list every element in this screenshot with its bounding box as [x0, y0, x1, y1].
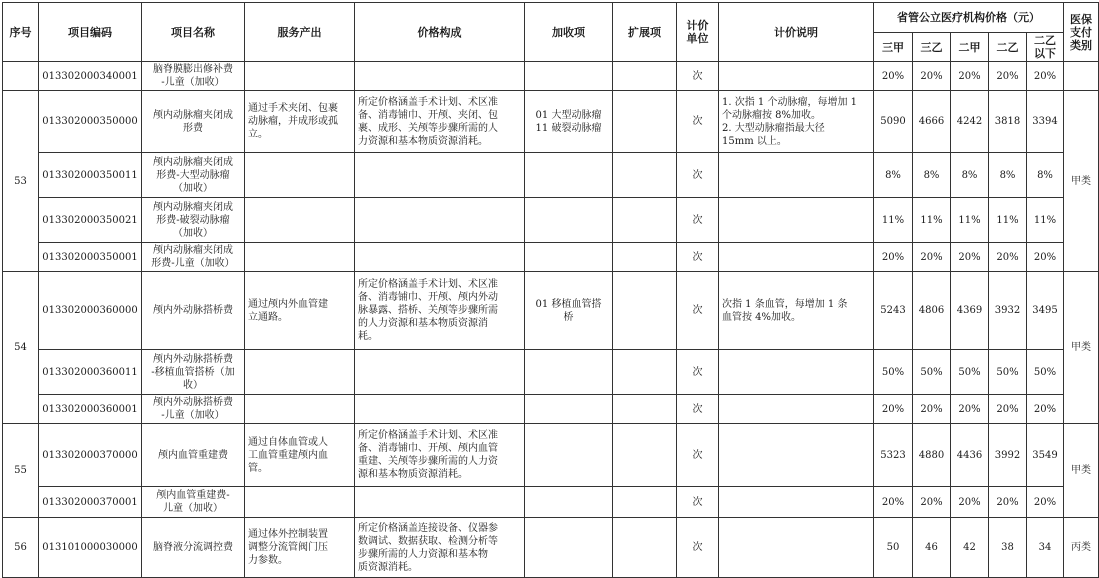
price-table [2, 2, 1099, 578]
item-code-cell: 013101000030000 [39, 518, 142, 578]
price-cell: 8% [874, 153, 913, 198]
price-cell: 20% [874, 395, 913, 424]
item-name-cell: 颅内动脉瘤夹闭成 形费 [142, 91, 245, 153]
extension-cell [613, 272, 677, 350]
insurance-cell: 丙类 [1064, 518, 1099, 578]
table-row [3, 395, 1099, 424]
header-name: 项目名称 [142, 3, 245, 62]
extension-cell [613, 243, 677, 272]
unit-cell: 次 [677, 395, 719, 424]
insurance-cell: 甲类 [1064, 424, 1099, 518]
price-cell: 50 [874, 518, 913, 578]
price-cell: 50% [951, 350, 989, 395]
extension-cell [613, 487, 677, 518]
description-cell [719, 395, 874, 424]
service-output-cell: 通过手术夹闭、包裹 动脉瘤，并成形或孤 立。 [245, 91, 355, 153]
price-cell: 3818 [989, 91, 1027, 153]
extension-cell [613, 395, 677, 424]
price-cell: 8% [913, 153, 951, 198]
price-cell: 3549 [1027, 424, 1064, 487]
item-name-cell: 颅内动脉瘤夹闭成 形费-儿童（加收） [142, 243, 245, 272]
unit-cell: 次 [677, 350, 719, 395]
price-cell: 4436 [951, 424, 989, 487]
price-cell: 50% [874, 350, 913, 395]
item-code-cell: 013302000370001 [39, 487, 142, 518]
description-cell [719, 62, 874, 91]
extension-cell [613, 153, 677, 198]
price-cell: 20% [951, 243, 989, 272]
price-cell: 20% [1027, 487, 1064, 518]
insurance-cell: 甲类 [1064, 91, 1099, 272]
price-cell: 3992 [989, 424, 1027, 487]
table-row [3, 350, 1099, 395]
price-cell: 11% [874, 198, 913, 243]
extension-cell [613, 198, 677, 243]
price-cell: 20% [951, 487, 989, 518]
price-cell: 20% [989, 243, 1027, 272]
header-extension: 扩展项 [613, 3, 677, 62]
table-row [3, 518, 1099, 578]
extension-cell [613, 62, 677, 91]
table-row [3, 91, 1099, 153]
price-cell: 20% [951, 62, 989, 91]
price-composition-cell [355, 487, 525, 518]
price-cell: 20% [989, 487, 1027, 518]
header-seq: 序号 [3, 3, 39, 62]
surcharge-cell [525, 350, 613, 395]
price-cell: 8% [1027, 153, 1064, 198]
price-cell: 20% [989, 62, 1027, 91]
price-composition-cell: 所定价格涵盖手术计划、术区准 备、消毒铺巾、开颅、夹闭、包 裹、成形、关颅等步骤所需的人 力资源和基本物质资源消耗。 [355, 91, 525, 153]
service-output-cell [245, 153, 355, 198]
surcharge-cell [525, 243, 613, 272]
header-unit: 计价 单位 [677, 3, 719, 62]
surcharge-cell [525, 198, 613, 243]
item-name-cell: 颅内外动脉搭桥费 -移植血管搭桥（加 收） [142, 350, 245, 395]
price-composition-cell [355, 243, 525, 272]
item-code-cell: 013302000350000 [39, 91, 142, 153]
seq-cell: 55 [3, 424, 39, 518]
unit-cell: 次 [677, 272, 719, 350]
price-cell: 11% [913, 198, 951, 243]
extension-cell [613, 518, 677, 578]
surcharge-cell [525, 518, 613, 578]
item-code-cell: 013302000340001 [39, 62, 142, 91]
header-insurance: 医保 支付 类别 [1064, 3, 1099, 62]
price-composition-cell: 所定价格涵盖手术计划、术区准 备、消毒铺巾、开颅、颅内外动 脉暴露、搭桥、关颅等步骤所需 的人力资源和基本物质资源消 耗。 [355, 272, 525, 350]
price-cell: 20% [1027, 243, 1064, 272]
description-cell [719, 243, 874, 272]
price-cell: 4806 [913, 272, 951, 350]
price-cell: 8% [951, 153, 989, 198]
price-cell: 42 [951, 518, 989, 578]
table-row [3, 153, 1099, 198]
header-price-group: 省管公立医疗机构价格（元） [874, 3, 1064, 33]
item-name-cell: 颅内血管重建费 [142, 424, 245, 487]
surcharge-cell [525, 487, 613, 518]
description-cell [719, 424, 874, 487]
description-cell [719, 487, 874, 518]
service-output-cell: 通过体外控制装置 调整分流管阀门压 力参数。 [245, 518, 355, 578]
service-output-cell [245, 243, 355, 272]
price-cell: 20% [874, 487, 913, 518]
description-cell [719, 153, 874, 198]
item-code-cell: 013302000370000 [39, 424, 142, 487]
description-cell [719, 350, 874, 395]
price-cell: 20% [913, 487, 951, 518]
description-cell: 1. 次指 1 个动脉瘤，每增加 1 个动脉瘤按 8%加收。 2. 大型动脉瘤指最大径 15mm 以上。 [719, 91, 874, 153]
item-name-cell: 颅内动脉瘤夹闭成 形费-大型动脉瘤 （加收） [142, 153, 245, 198]
service-output-cell: 通过自体血管或人 工血管重建颅内血 管。 [245, 424, 355, 487]
description-cell: 次指 1 条血管，每增加 1 条 血管按 4%加收。 [719, 272, 874, 350]
price-composition-cell [355, 62, 525, 91]
price-cell: 20% [951, 395, 989, 424]
price-cell: 4369 [951, 272, 989, 350]
price-cell: 50% [989, 350, 1027, 395]
service-output-cell [245, 487, 355, 518]
price-cell: 3932 [989, 272, 1027, 350]
surcharge-cell: 01 大型动脉瘤 11 破裂动脉瘤 [525, 91, 613, 153]
unit-cell: 次 [677, 91, 719, 153]
price-cell: 50% [913, 350, 951, 395]
header-surcharge: 加收项 [525, 3, 613, 62]
item-code-cell: 013302000350001 [39, 243, 142, 272]
price-cell: 4242 [951, 91, 989, 153]
price-cell: 11% [989, 198, 1027, 243]
price-cell: 11% [951, 198, 989, 243]
service-output-cell [245, 395, 355, 424]
header-price-composition: 价格构成 [355, 3, 525, 62]
item-name-cell: 脑脊液分流调控费 [142, 518, 245, 578]
item-code-cell: 013302000360000 [39, 272, 142, 350]
price-cell: 20% [989, 395, 1027, 424]
price-cell: 5243 [874, 272, 913, 350]
price-cell: 4666 [913, 91, 951, 153]
table-row [3, 487, 1099, 518]
extension-cell [613, 424, 677, 487]
unit-cell: 次 [677, 243, 719, 272]
table-row [3, 62, 1099, 91]
surcharge-cell [525, 395, 613, 424]
service-output-cell: 通过颅内外血管建 立通路。 [245, 272, 355, 350]
insurance-cell: 甲类 [1064, 272, 1099, 424]
table-body [3, 62, 1099, 578]
unit-cell: 次 [677, 62, 719, 91]
price-composition-cell [355, 153, 525, 198]
unit-cell: 次 [677, 487, 719, 518]
item-code-cell: 013302000360011 [39, 350, 142, 395]
price-composition-cell [355, 198, 525, 243]
item-name-cell: 颅内血管重建费- 儿童（加收） [142, 487, 245, 518]
unit-cell: 次 [677, 198, 719, 243]
unit-cell: 次 [677, 424, 719, 487]
price-cell: 50% [1027, 350, 1064, 395]
price-cell: 20% [874, 243, 913, 272]
header-level: 三甲 [874, 33, 913, 62]
price-cell: 20% [913, 395, 951, 424]
item-code-cell: 013302000350011 [39, 153, 142, 198]
insurance-cell [1064, 62, 1099, 91]
header-description: 计价说明 [719, 3, 874, 62]
price-cell: 20% [1027, 395, 1064, 424]
seq-cell: 53 [3, 91, 39, 272]
table-row [3, 272, 1099, 350]
price-cell: 34 [1027, 518, 1064, 578]
header-level: 二乙 [989, 33, 1027, 62]
header-level: 二甲 [951, 33, 989, 62]
service-output-cell [245, 198, 355, 243]
service-output-cell [245, 350, 355, 395]
surcharge-cell [525, 153, 613, 198]
surcharge-cell [525, 424, 613, 487]
service-output-cell [245, 62, 355, 91]
extension-cell [613, 91, 677, 153]
item-name-cell: 脑脊膜膨出修补费 -儿童（加收） [142, 62, 245, 91]
price-cell: 4880 [913, 424, 951, 487]
table-row [3, 243, 1099, 272]
item-code-cell: 013302000360001 [39, 395, 142, 424]
unit-cell: 次 [677, 153, 719, 198]
price-cell: 8% [989, 153, 1027, 198]
price-composition-cell [355, 350, 525, 395]
header-level: 二乙 以下 [1027, 33, 1064, 62]
price-cell: 3495 [1027, 272, 1064, 350]
item-name-cell: 颅内外动脉搭桥费 [142, 272, 245, 350]
price-cell: 11% [1027, 198, 1064, 243]
header-output: 服务产出 [245, 3, 355, 62]
item-code-cell: 013302000350021 [39, 198, 142, 243]
description-cell [719, 198, 874, 243]
price-composition-cell: 所定价格涵盖手术计划、术区准 备、消毒铺巾、开颅、颅内血管 重建、关颅等步骤所需的人力资 源和基本物质资源消耗。 [355, 424, 525, 487]
price-cell: 5090 [874, 91, 913, 153]
surcharge-cell [525, 62, 613, 91]
price-cell: 20% [913, 243, 951, 272]
price-composition-cell: 所定价格涵盖连接设备、仪器参 数调试、数据获取、检测分析等 步骤所需的人力资源和基本物 质资源消耗。 [355, 518, 525, 578]
price-cell: 20% [913, 62, 951, 91]
item-name-cell: 颅内外动脉搭桥费 -儿童（加收） [142, 395, 245, 424]
price-cell: 46 [913, 518, 951, 578]
price-cell: 38 [989, 518, 1027, 578]
seq-cell [3, 62, 39, 91]
header-level: 三乙 [913, 33, 951, 62]
header-code: 项目编码 [39, 3, 142, 62]
price-cell: 3394 [1027, 91, 1064, 153]
price-cell: 20% [874, 62, 913, 91]
table-row [3, 198, 1099, 243]
price-cell: 20% [1027, 62, 1064, 91]
surcharge-cell: 01 移植血管搭 桥 [525, 272, 613, 350]
item-name-cell: 颅内动脉瘤夹闭成 形费-破裂动脉瘤 （加收） [142, 198, 245, 243]
table-row [3, 424, 1099, 487]
price-composition-cell [355, 395, 525, 424]
price-cell: 5323 [874, 424, 913, 487]
seq-cell: 56 [3, 518, 39, 578]
description-cell [719, 518, 874, 578]
seq-cell: 54 [3, 272, 39, 424]
unit-cell: 次 [677, 518, 719, 578]
extension-cell [613, 350, 677, 395]
